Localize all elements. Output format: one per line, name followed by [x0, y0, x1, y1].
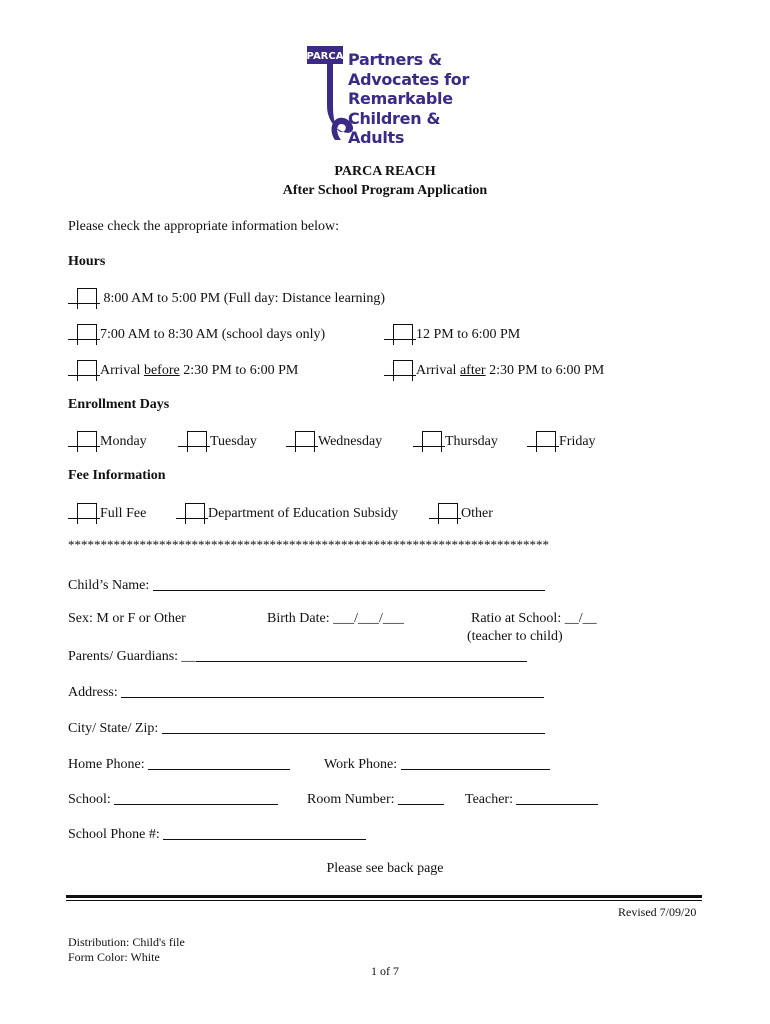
ratio-field[interactable]: Ratio at School: __/__	[471, 611, 597, 626]
checkbox[interactable]	[384, 361, 416, 379]
field-label: Teacher:	[465, 792, 513, 807]
day-option-monday[interactable]	[68, 432, 147, 450]
page-number: 1 of 7	[371, 964, 399, 978]
hours-option-12pm[interactable]	[384, 325, 520, 343]
document-title: PARCA REACH	[334, 164, 436, 179]
hours-option-arrival-before[interactable]	[68, 361, 298, 379]
school-phone-blank[interactable]	[163, 825, 366, 840]
field-label: School:	[68, 792, 111, 807]
day-label: Thursday	[445, 434, 498, 449]
work-phone-field[interactable]	[324, 755, 550, 773]
checkbox[interactable]	[429, 504, 461, 522]
revised-date: Revised 7/09/20	[618, 905, 697, 919]
work-phone-blank[interactable]	[401, 755, 550, 770]
hours-option-full-day[interactable]	[68, 289, 385, 307]
field-label: City/ State/ Zip:	[68, 721, 159, 736]
room-number-field[interactable]	[307, 790, 444, 808]
distribution-note: Distribution: Child's file	[68, 935, 185, 949]
hours-option-arrival-after[interactable]	[384, 361, 604, 379]
field-label: School Phone #:	[68, 827, 160, 842]
hours-option-7am[interactable]	[68, 325, 325, 343]
child-name-field[interactable]	[68, 576, 545, 594]
checkbox[interactable]	[176, 504, 208, 522]
fee-option-subsidy[interactable]	[176, 504, 398, 522]
form-color-note: Form Color: White	[68, 950, 160, 964]
option-label: 7:00 AM to 8:30 AM (school days only)	[100, 327, 326, 342]
fee-label: Other	[461, 506, 493, 521]
address-blank[interactable]	[121, 683, 544, 698]
day-label: Monday	[100, 434, 147, 449]
field-label: Home Phone:	[68, 757, 145, 772]
school-phone-field[interactable]	[68, 825, 366, 843]
sex-field[interactable]: Sex: M or F or Other	[68, 611, 186, 626]
room-blank[interactable]	[398, 790, 444, 805]
checkbox[interactable]	[68, 325, 100, 343]
enrollment-heading: Enrollment Days	[68, 397, 170, 412]
parents-blank[interactable]	[196, 647, 527, 662]
day-option-thursday[interactable]	[413, 432, 498, 450]
instructions: Please check the appropriate information below:	[68, 219, 339, 234]
day-option-tuesday[interactable]	[178, 432, 257, 450]
logo-line: Advocates for	[348, 69, 470, 89]
teacher-blank[interactable]	[516, 790, 598, 805]
day-option-friday[interactable]	[527, 432, 596, 450]
option-label: 8:00 AM to 5:00 PM (Full day: Distance learning)	[103, 291, 386, 306]
back-page-note: Please see back page	[326, 861, 444, 876]
address-field[interactable]	[68, 683, 544, 701]
city-blank[interactable]	[162, 719, 545, 734]
option-label-emphasis: after	[459, 363, 486, 378]
logo-text	[348, 50, 469, 148]
checkbox[interactable]	[68, 289, 100, 307]
home-phone-blank[interactable]	[148, 755, 290, 770]
logo-badge-text: PARCA	[306, 51, 344, 62]
option-label: 2:30 PM to 6:00 PM	[485, 363, 605, 378]
fee-option-other[interactable]	[429, 504, 493, 522]
footer-rule-thin	[66, 900, 702, 901]
day-option-wednesday[interactable]	[286, 432, 382, 450]
fee-option-full[interactable]	[68, 504, 146, 522]
logo-line: Partners &	[348, 50, 442, 69]
logo-line: Children &	[348, 108, 441, 128]
fee-label: Full Fee	[100, 506, 147, 521]
checkbox[interactable]	[68, 361, 100, 379]
field-label: Parents/ Guardians: __	[68, 649, 196, 664]
option-label-emphasis: before	[143, 363, 180, 378]
fee-label: Department of Education Subsidy	[208, 506, 399, 521]
day-label: Wednesday	[318, 434, 383, 449]
home-phone-field[interactable]	[68, 755, 290, 773]
option-label: Arrival	[416, 363, 460, 378]
document-subtitle: After School Program Application	[282, 183, 488, 198]
checkbox[interactable]	[68, 432, 100, 450]
checkbox[interactable]	[527, 432, 559, 450]
fee-heading: Fee Information	[68, 468, 166, 483]
checkbox[interactable]	[68, 504, 100, 522]
school-blank[interactable]	[114, 790, 278, 805]
field-label: Address:	[68, 685, 118, 700]
parents-field[interactable]	[68, 647, 527, 665]
checkbox[interactable]	[384, 325, 416, 343]
option-label: Arrival	[100, 363, 144, 378]
school-field[interactable]	[68, 790, 278, 808]
field-label: Room Number:	[307, 792, 395, 807]
parca-logo	[305, 44, 475, 147]
logo-line: Adults	[348, 128, 405, 147]
teacher-field[interactable]	[465, 790, 598, 808]
separator-line: **************************************************************************	[68, 537, 549, 552]
option-label: 2:30 PM to 6:00 PM	[179, 363, 299, 378]
birth-date-field[interactable]: Birth Date: ___/___/___	[267, 611, 404, 626]
option-label: 12 PM to 6:00 PM	[416, 327, 521, 342]
field-label: Child’s Name:	[68, 578, 150, 593]
child-name-blank[interactable]	[153, 576, 545, 591]
field-label: Work Phone:	[324, 757, 398, 772]
hours-heading: Hours	[68, 254, 106, 269]
checkbox[interactable]	[178, 432, 210, 450]
checkbox[interactable]	[413, 432, 445, 450]
checkbox[interactable]	[286, 432, 318, 450]
day-label: Tuesday	[210, 434, 257, 449]
city-state-zip-field[interactable]	[68, 719, 545, 737]
ratio-note: (teacher to child)	[467, 629, 563, 644]
footer-rule-thick	[66, 895, 702, 898]
logo-line: Remarkable	[348, 89, 453, 108]
day-label: Friday	[559, 434, 596, 449]
